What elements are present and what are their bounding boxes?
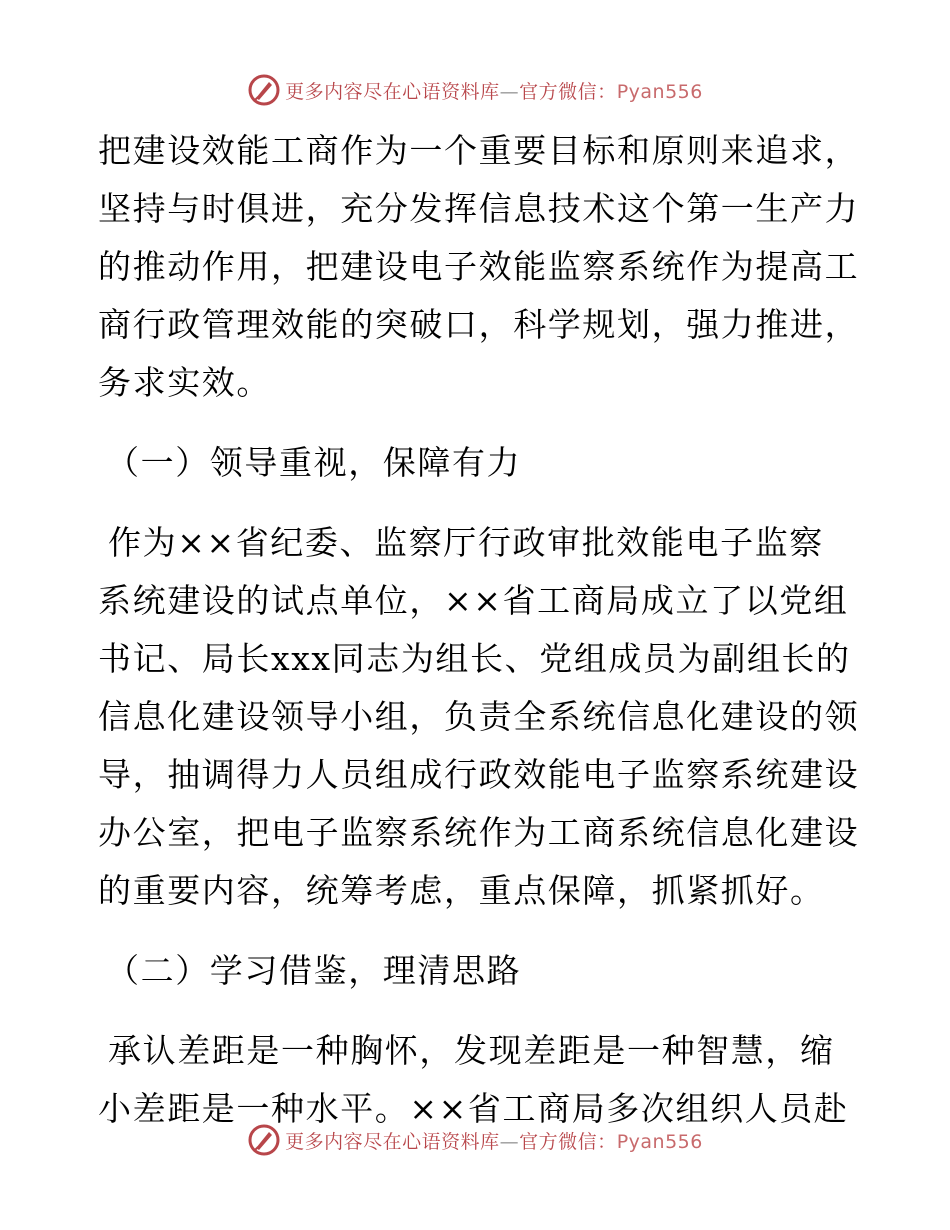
text-line: 导，抽调得力人员组成行政效能电子监察系统建设 xyxy=(98,755,860,794)
text-line: 坚持与时俱进，充分发挥信息技术这个第一生产力 xyxy=(98,189,860,228)
watermark-text xyxy=(285,1127,703,1154)
header-watermark xyxy=(0,70,950,110)
paragraph-intro xyxy=(98,122,858,412)
text-line: 承认差距是一种胸怀，发现差距是一种智慧，缩 xyxy=(108,1031,835,1070)
text-line: 的推动作用，把建设电子效能监察系统作为提高工 xyxy=(98,247,860,286)
text-line: 把建设效能工商作为一个重要目标和原则来追求， xyxy=(98,131,860,170)
text-line: 的重要内容，统筹考虑，重点保障，抓紧抓好。 xyxy=(98,871,825,910)
watermark-dash: — xyxy=(499,1130,520,1153)
document-body xyxy=(98,122,858,1138)
paragraph-section-1 xyxy=(98,514,858,920)
watermark-main: 更多内容尽在心语资料库 xyxy=(285,1130,500,1153)
watermark-suffix: 官方微信： xyxy=(519,1130,617,1153)
text-line: 务求实效。 xyxy=(98,363,271,402)
text-line: 书记、局长xxx同志为组长、党组成员为副组长的 xyxy=(98,639,851,678)
text-line: 作为××省纪委、监察厅行政审批效能电子监察 xyxy=(108,523,824,562)
watermark-text xyxy=(285,77,703,104)
text-line: 商行政管理效能的突破口，科学规划，强力推进， xyxy=(98,305,860,344)
watermark-id: Pyan556 xyxy=(616,80,703,103)
quill-logo-icon xyxy=(247,1123,281,1157)
watermark-main: 更多内容尽在心语资料库 xyxy=(285,80,500,103)
text-line: 小差距是一种水平。××省工商局多次组织人员赴 xyxy=(98,1089,849,1128)
text-line: 办公室，把电子监察系统作为工商系统信息化建设 xyxy=(98,813,860,852)
quill-logo-icon xyxy=(247,73,281,107)
watermark-id: Pyan556 xyxy=(616,1130,703,1153)
section-heading-2: （二）学习借鉴，理清思路 xyxy=(106,951,522,990)
watermark-dash: — xyxy=(499,80,520,103)
watermark-suffix: 官方微信： xyxy=(519,80,617,103)
text-line: 系统建设的试点单位，××省工商局成立了以党组 xyxy=(98,581,849,620)
footer-watermark xyxy=(0,1120,950,1160)
section-heading-1: （一）领导重视，保障有力 xyxy=(106,443,522,482)
text-line: 信息化建设领导小组，负责全系统信息化建设的领 xyxy=(98,697,860,736)
